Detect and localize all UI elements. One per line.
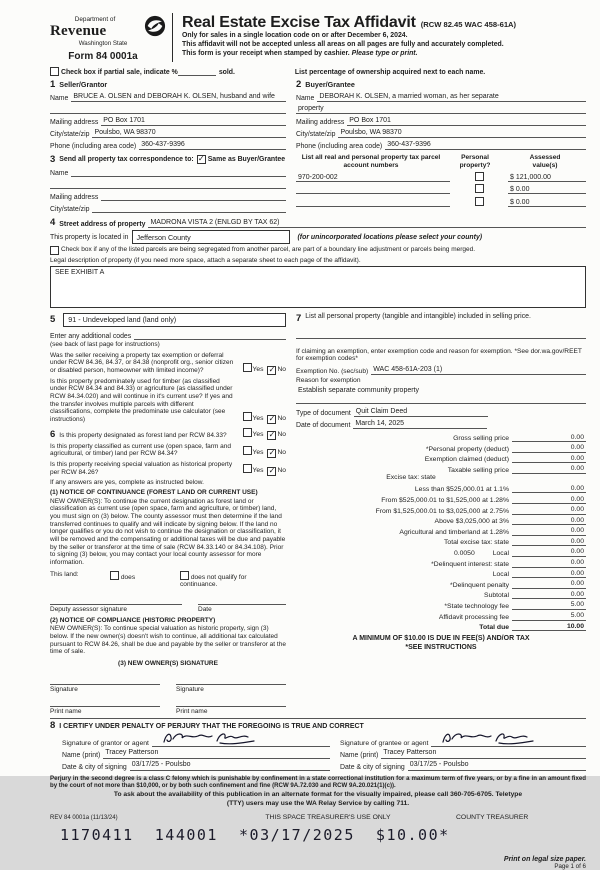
deputy-assessor-row: Deputy assessor signature Date (50, 596, 286, 613)
assessed-value-field[interactable]: $ 0.00 (508, 186, 586, 194)
personal-property-col-header: Personal property? (459, 154, 491, 169)
new-owner-print-row: Print name Print name (50, 698, 286, 715)
seller-mailing-field[interactable]: PO Box 1701 (101, 117, 286, 127)
grantor-date-city-field[interactable]: 03/17/25 - Poulsbo (130, 761, 330, 771)
deputy-assessor-signature-field[interactable] (50, 596, 182, 605)
header-note-2: This affidavit will not be accepted unless all areas on all pages are fully and accurately completed. (182, 40, 504, 48)
street-address-field[interactable]: MADRONA VISTA 2 (ENLGD BY TAX 62) (148, 219, 586, 229)
grantor-signature-field[interactable] (152, 734, 330, 747)
historical-yes-checkbox[interactable] (243, 464, 252, 473)
agency-state-line: Washington State (78, 40, 128, 47)
doc-date-field[interactable]: March 14, 2025 (353, 420, 487, 430)
form-header (50, 13, 586, 62)
section-3-correspondence: 3 Send all property tax correspondence to: ✓ Same as Buyer/Grantee Name Mailing address City/state/zip (50, 154, 286, 213)
reason-underline (296, 402, 586, 404)
parcel-col-header: List all real and personal property tax parcel account numbers (301, 154, 441, 169)
assessed-value-field[interactable]: $ 121,000.00 (508, 174, 586, 182)
section-4-property: 4 Street address of property MADRONA VISTA 2 (ENLGD BY TAX 62) This property is located in Jefferson County (for unincorporated locations please select your county) Check box if any of the listed parcels are being segregated from another parcel, are part of a boundary line adjustment or parcels being merged. Legal description of property (if you need more space, attach a separate sheet to each page of the affidavit). SEE EXHIBIT A (50, 217, 586, 308)
footer-rev-row (50, 814, 586, 821)
page-number: Page 1 of 6 (554, 863, 586, 870)
form-title-rcw: (RCW 82.45 WAC 458-61A) (420, 20, 517, 29)
grantee-signature-icon (439, 730, 539, 748)
doc-type-field[interactable]: Quit Claim Deed (354, 408, 488, 418)
personal-property-checkbox-2[interactable] (475, 184, 484, 193)
partial-sale-suffix: sold. (218, 69, 235, 76)
tax-value[interactable]: 0.00 (570, 484, 584, 492)
seller-phone-field[interactable]: 360-437-9396 (139, 141, 286, 151)
question-current-use: Is this property classified as current use (open space, farm and agricultural, or timber) land per RCW 84.34? Yes ✓ No (50, 442, 286, 458)
correspondence-mailing-field[interactable] (101, 192, 286, 202)
tax-value[interactable]: 0.00 (570, 444, 584, 452)
exemption-no-field[interactable]: WAC 458-61A-203 (1) (371, 366, 586, 376)
dor-logo-icon (144, 15, 166, 42)
grantee-signature-label: Signature of grantee or agent (340, 739, 429, 747)
personal-property-checkbox-1[interactable] (475, 172, 484, 181)
exemption-no-checkbox[interactable]: ✓ (268, 364, 276, 374)
street-address-label: Street address of property (59, 221, 146, 228)
tax-value[interactable]: 0.00 (570, 580, 584, 588)
left-column (50, 313, 296, 715)
seller-name-field[interactable]: BRUCE A. OLSEN and DEBORAH K. OLSEN, husband and wife (71, 93, 286, 103)
parcel-number-field[interactable] (296, 206, 450, 207)
same-as-buyer-checkbox[interactable]: ✓ (197, 154, 205, 163)
grantee-signature-field[interactable] (431, 734, 586, 747)
legal-description-label: Legal description of property (if you need more space, attach a separate sheet to each page of the affidavit). (50, 257, 361, 264)
section-1-seller: 1 Seller/Grantor Name BRUCE A. OLSEN and DEBORAH K. OLSEN, husband and wife Mailing address PO Box 1701 City/state/zip Poulsbo, WA 98370 Phone (including area code) 360-437-9396 (50, 79, 296, 150)
personal-property-field[interactable] (296, 330, 586, 339)
question-historical: Is this property receiving special valuation as historical property per RCW 84.26? Yes ✓ No (50, 461, 286, 476)
legal-description-box[interactable]: SEE EXHIBIT A (50, 266, 586, 308)
tax-value[interactable]: 0.00 (570, 516, 584, 524)
ownership-note: List percentage of ownership acquired next to each name. (294, 69, 486, 76)
form-title: Real Estate Excise Tax Affidavit (182, 14, 416, 31)
forest-yes-checkbox[interactable] (243, 428, 252, 437)
correspondence-label: Send all property tax correspondence to: (59, 156, 194, 163)
parcel-row (296, 169, 586, 182)
new-owner-print-field-1[interactable] (50, 698, 160, 707)
tax-value[interactable]: 0.00 (570, 527, 584, 535)
parcel-row (296, 194, 586, 207)
located-in-note: (for unincorporated locations please select your county) (297, 233, 483, 241)
historical-no-checkbox[interactable]: ✓ (268, 466, 276, 476)
grantee-date-city-field[interactable]: 03/17/25 - Poulsbo (408, 761, 586, 771)
certify-statement: I CERTIFY UNDER PENALTY OF PERJURY THAT THE FOREGOING IS TRUE AND CORRECT (59, 722, 364, 730)
treasurer-space-label: THIS SPACE TREASURER'S USE ONLY (265, 814, 391, 822)
tax-value[interactable]: 0.00 (570, 548, 584, 556)
notice-continuance-title: (1) NOTICE OF CONTINUANCE (FOREST LAND OR CURRENT USE) (50, 489, 258, 496)
accessibility-note: To ask about the availability of this publication in an alternate format for the visually impaired, please call 360-705-6705. Teletype (TTY) users may use the WA Relay Service by calling 711. (113, 791, 523, 807)
agency-name: Revenue (50, 23, 107, 39)
buyer-name-field-2[interactable]: property (296, 105, 586, 115)
partial-sale-checkbox[interactable] (50, 67, 59, 76)
new-owner-print-field-2[interactable] (176, 698, 286, 707)
see-back-note: (see back of last page for instructions) (50, 341, 160, 349)
correspondence-name-field-2[interactable] (50, 180, 286, 190)
seller-name-field-2[interactable] (50, 105, 286, 115)
parcel-number-field[interactable]: 970-200-002 (296, 174, 450, 182)
section-2-buyer: 2 Buyer/Grantee Name DEBORAH K. OLSEN, a married woman, as her separate property Mailing address PO Box 1701 City/state/zip Poulsbo, WA 98370 Phone (including area code) 360-437-9396 (296, 79, 586, 150)
tax-value[interactable]: 0.00 (570, 559, 584, 567)
tax-value[interactable]: 5.00 (570, 612, 584, 620)
partial-sale-percent-input[interactable] (178, 68, 216, 76)
agency-dept-line: Department of (74, 16, 116, 23)
question-forest-land: 6 Is this property designated as forest land per RCW 84.33? Yes ✓ No (50, 428, 286, 440)
tax-value[interactable]: 0.00 (570, 433, 584, 441)
form-number: Form 84 0001a (68, 51, 138, 62)
tax-value[interactable]: 0.00 (570, 495, 584, 503)
located-in-label: This property is located in (50, 233, 129, 241)
assessed-value-field[interactable]: $ 0.00 (508, 199, 586, 207)
segregated-checkbox[interactable] (50, 246, 59, 255)
seller-citystatezip-field[interactable]: Poulsbo, WA 98370 (92, 129, 286, 139)
grantor-print-name-field[interactable]: Tracey Patterson (103, 749, 330, 759)
assessed-value-col-header: Assessed value(s) (529, 154, 561, 169)
question-timber-agriculture: Is this property predominately used for timber (as classified under RCW 84.34 and 84.33) or agriculture (as classified under RCW 84.34.020) and will continue in it's current use? If yes and the transfer involves multiple parcels with different classifications, complete the predominate use calculator (see instructions) Yes ✓ No (50, 377, 286, 424)
buyer-heading: Buyer/Grantee (305, 80, 355, 89)
timber-yes-checkbox[interactable] (243, 412, 252, 421)
tax-value[interactable]: 5.00 (570, 601, 584, 609)
total-due-value[interactable]: 10.00 (566, 622, 584, 630)
current-use-yes-checkbox[interactable] (243, 446, 252, 455)
print-note: Print on legal size paper. (503, 856, 586, 864)
tax-value[interactable]: 0.00 (570, 537, 584, 545)
parcel-row (296, 182, 586, 195)
land-qualify-row: This land: does does not qualify for continuance. (50, 570, 247, 588)
grantor-signature-icon (160, 730, 260, 748)
tax-value[interactable]: 0.00 (570, 506, 584, 514)
new-owner-signature-field-2[interactable] (176, 676, 286, 685)
additional-codes-label: Enter any additional codes (50, 333, 132, 341)
title-block (182, 13, 586, 62)
buyer-mailing-field[interactable]: PO Box 1701 (347, 117, 586, 127)
minimum-fee-note: A MINIMUM OF $10.00 IS DUE IN FEE(S) AND/OR TAX *SEE INSTRUCTIONS (352, 635, 530, 652)
county-treasurer-label: COUNTY TREASURER (456, 814, 529, 822)
new-owner-signature-field-1[interactable] (50, 676, 160, 685)
tax-value[interactable]: 0.00 (570, 465, 584, 473)
doc-type-label: Type of document (296, 410, 351, 418)
buyer-citystatezip-field[interactable]: Poulsbo, WA 98370 (338, 129, 586, 139)
local-rate: 0.0050 (453, 549, 475, 557)
land-does-not-checkbox[interactable] (180, 571, 189, 580)
header-note-1: Only for sales in a single location code on or after December 6, 2024. (182, 32, 408, 39)
local-tax-row: 0.0050 Local 0.00 (453, 548, 584, 557)
exemption-no-label: Exemption No. (sec/sub) (296, 368, 369, 376)
notice-compliance-body: NEW OWNER(S): To continue special valuation as historic property, sign (3) below. If the new owner(s) doesn't wish to continue, all additional tax calculated pursuant to RCW 84.26, shall be due and payable by the seller or transferor at the time of sale. (50, 625, 286, 656)
tax-value[interactable]: 0.00 (570, 569, 584, 577)
excise-tax-computation: Gross selling price 0.00 *Personal property (deduct) 0.00 Exemption claimed (deduct) 0.00 Taxable selling price 0.00 Excise tax: state Less than $525,000.01 at 1.1% 0.00 From $525,000.01 to $1,525,000 at 1.28% 0.00 From $1,525,000.01 to $3,025,000 at 2.75% 0.00 Above $3,025,000 at 3% 0.00 Agricultural and timberland at 1.28% 0.00 Total excise tax: state 0.00 0.0050 Local 0.00 *Delinquent interest: state 0.00 Local 0.00 *Delinquent penalty 0.00 Subtotal 0.00 *State technology fee 5.00 Affidavit processing fee 5.00 Total due 10.00 (296, 431, 586, 631)
county-select[interactable]: Jefferson County (132, 230, 290, 244)
if-yes-note: If any answers are yes, complete as instructed below. (50, 479, 204, 487)
timber-no-checkbox[interactable]: ✓ (268, 413, 276, 423)
correspondence-citystatezip-field[interactable] (92, 204, 286, 214)
parcel-table (296, 154, 586, 213)
current-use-no-checkbox[interactable]: ✓ (268, 448, 276, 458)
buyer-phone-field[interactable]: 360-437-9396 (385, 141, 586, 151)
rev-number: REV 84 0001a (11/13/24) (50, 815, 118, 822)
land-use-code-select[interactable]: 91 - Undeveloped land (land only) (63, 313, 286, 327)
header-note-3: This form is your receipt when stamped by cashier. Please type or print. (182, 49, 418, 57)
question-tax-exemption: Was the seller receiving a property tax exemption or deferral under RCW 84.36, 84.37, or 84.38 (nonprofit org., senior citizen or disabled person, homeowner with limited income)? Yes ✓ No (50, 351, 286, 375)
land-does-checkbox[interactable] (110, 571, 119, 580)
new-owner-signature-row: Signature Signature (50, 676, 286, 693)
grantor-signature-label: Signature of grantor or agent (62, 739, 149, 747)
personal-property-checkbox-3[interactable] (475, 197, 484, 206)
parcel-number-field[interactable] (296, 193, 450, 194)
buyer-name-field[interactable]: DEBORAH K. OLSEN, a married woman, as her separate (317, 93, 586, 103)
notice-continuance-body: NEW OWNER(S): To continue the current designation as forest land or classification as current use (open space, farm and agriculture, or timber) land, you must sign on (3) below. The county assessor must then determine if the land transferred continues to qualify and will indicate by signing below. If the land no longer qualifies or you do not wish to continue the designation or classification, it will be removed and the compensating or additional taxes will be due and payable by the seller or transferor at the time of sale (RCW 84.33.140 or 84.34.108). Prior to signing (3) below, you may contact your local county assessor for more information. (50, 497, 286, 566)
grantee-print-name-field[interactable]: Tracey Patterson (381, 749, 586, 759)
dor-logo (50, 13, 170, 62)
right-column (296, 313, 586, 715)
deputy-assessor-date-field[interactable] (198, 596, 286, 605)
notice-compliance-title: (2) NOTICE OF COMPLIANCE (HISTORIC PROPERTY) (50, 616, 216, 624)
reason-label: Reason for exemption (296, 377, 361, 385)
section-5-land-use: 5 91 - Undeveloped land (land only) (50, 313, 286, 327)
exemption-yes-checkbox[interactable] (243, 363, 252, 372)
treasurer-stamp: 1170411 144001 *03/17/2025 $10.00* (60, 826, 450, 845)
same-as-buyer-label: Same as Buyer/Grantee (207, 156, 286, 163)
perjury-statement: Perjury in the second degree is a class C felony which is punishable by confinement in a state correctional institution for a maximum term of five years, or by a fine in an amount fixed by the court of not more than $10,000, or by both such confinement and fine (RCW 9A.72.030 and RCW 9A.20.021(1)(c)). (50, 774, 586, 789)
exemption-note: If claiming an exemption, enter exemption code and reason for exemption. *See dor.wa.gov/REET for exemption codes* (296, 347, 582, 363)
tax-value[interactable]: 0.00 (570, 590, 584, 598)
personal-property-label: List all personal property (tangible and intangible) included in selling price. (305, 312, 531, 320)
partial-sale-label: Check box if partial sale, indicate % (61, 69, 178, 76)
doc-date-label: Date of document (296, 422, 351, 430)
new-owners-signature-title: (3) NEW OWNER(S) SIGNATURE (118, 659, 218, 667)
additional-codes-field[interactable] (134, 331, 286, 341)
segregated-label: Check box if any of the listed parcels are being segregated from another parcel, are part of a boundary line adjustment or parcels being merged. (61, 246, 476, 253)
correspondence-name-field[interactable] (71, 168, 286, 178)
seller-heading: Seller/Grantor (59, 80, 108, 89)
tax-value[interactable]: 0.00 (570, 454, 584, 462)
excise-tax-state-header: Excise tax: state (386, 473, 436, 481)
section-7-personal-property: 7 List all personal property (tangible and intangible) included in selling price. (296, 312, 531, 324)
section-8-certification: 8 I CERTIFY UNDER PENALTY OF PERJURY THAT THE FOREGOING IS TRUE AND CORRECT Signature of grantor or agent Name (print) Tracey Patterson Date & city of signing 03/17/25 - Poulsbo Signature of grantee or agent Name (print) Tracey Patterson Date & city of signing 03/17/25 - Poulsbo (50, 718, 586, 771)
reason-field[interactable]: Establish separate community property (298, 386, 419, 394)
forest-no-checkbox[interactable]: ✓ (268, 429, 276, 439)
partial-sale-row (50, 67, 586, 76)
